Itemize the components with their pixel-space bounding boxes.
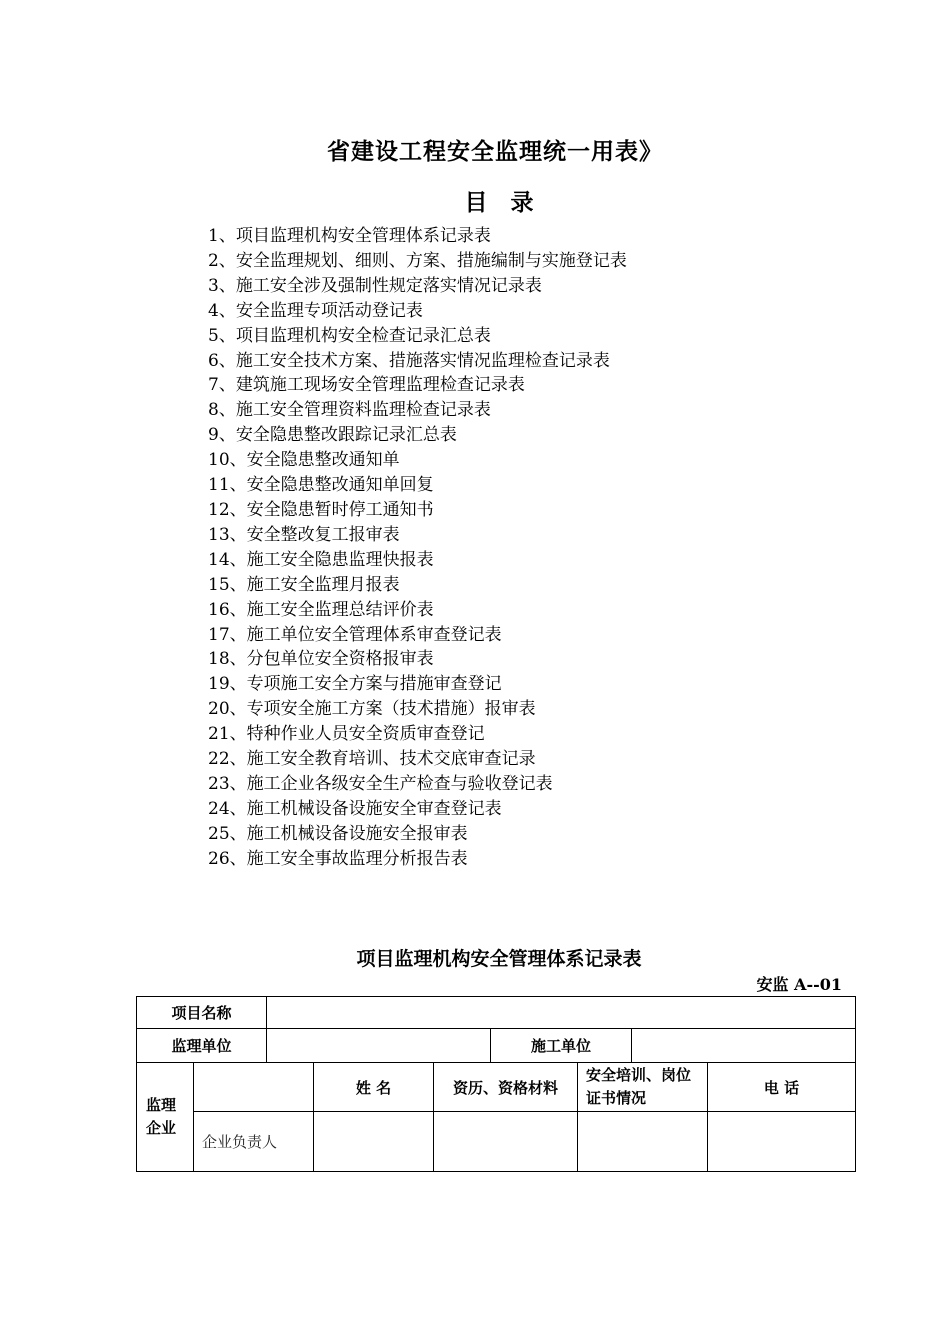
toc-item: 10、安全隐患整改通知单 [208,450,400,471]
toc-item: 8、施工安全管理资料监理检查记录表 [208,400,491,421]
toc-heading: 目 录 [464,190,534,216]
toc-item: 2、安全监理规划、细则、方案、措施编制与实施登记表 [208,250,627,271]
toc-item: 24、施工机械设备设施安全审查登记表 [208,798,502,819]
project-name-field[interactable] [267,997,856,1029]
enterprise-head-name-field[interactable] [314,1112,434,1172]
toc-item: 19、专项施工安全方案与措施审查登记 [208,674,502,695]
toc-item: 22、施工安全教育培训、技术交底审查记录 [208,749,536,770]
qualification-column-header: 资历、资格材料 [434,1063,578,1112]
construction-unit-label: 施工单位 [491,1029,632,1063]
toc-item: 21、特种作业人员安全资质审查登记 [208,724,485,745]
toc-item: 16、施工安全监理总结评价表 [208,599,434,620]
toc-item: 7、建筑施工现场安全管理监理检查记录表 [208,375,525,396]
enterprise-head-training-field[interactable] [578,1112,708,1172]
toc-item: 13、安全整改复工报审表 [208,524,400,545]
toc-item: 5、项目监理机构安全检查记录汇总表 [208,325,491,346]
toc-item: 17、施工单位安全管理体系审查登记表 [208,624,502,645]
supervision-unit-field[interactable] [267,1029,491,1063]
project-name-label: 项目名称 [137,997,267,1029]
toc-item: 20、专项安全施工方案（技术措施）报审表 [208,699,536,720]
role-header-cell [194,1063,314,1112]
supervision-company-label: 监理 企业 [137,1063,194,1172]
safety-management-form [136,996,856,1172]
toc-item: 18、分包单位安全资格报审表 [208,649,434,670]
toc-item: 6、施工安全技术方案、措施落实情况监理检查记录表 [208,350,610,371]
enterprise-head-phone-field[interactable] [708,1112,856,1172]
toc-item: 4、安全监理专项活动登记表 [208,300,423,321]
toc-item: 23、施工企业各级安全生产检查与验收登记表 [208,773,553,794]
enterprise-head-label: 企业负责人 [194,1112,314,1172]
name-column-header: 姓 名 [314,1063,434,1112]
toc-item: 26、施工安全事故监理分析报告表 [208,848,468,869]
toc-list [208,224,627,872]
toc-item: 1、项目监理机构安全管理体系记录表 [208,226,491,246]
supervision-unit-label: 监理单位 [137,1029,267,1063]
toc-item: 12、安全隐患暂时停工通知书 [208,499,434,520]
enterprise-head-qualification-field[interactable] [434,1112,578,1172]
form-title: 项目监理机构安全管理体系记录表 [356,948,642,970]
phone-column-header: 电 话 [708,1063,856,1112]
toc-item: 3、施工安全涉及强制性规定落实情况记录表 [208,275,542,296]
document-title: 省建设工程安全监理统一用表》 [327,139,663,165]
construction-unit-field[interactable] [632,1029,856,1063]
form-code: 安监 A--01 [756,975,842,994]
toc-item: 14、施工安全隐患监理快报表 [208,549,434,570]
toc-item: 9、安全隐患整改跟踪记录汇总表 [208,425,457,446]
toc-item: 25、施工机械设备设施安全报审表 [208,823,468,844]
training-column-header: 安全培训、岗位证书情况 [578,1063,708,1112]
toc-item: 11、安全隐患整改通知单回复 [208,475,434,496]
toc-item: 15、施工安全监理月报表 [208,574,400,595]
